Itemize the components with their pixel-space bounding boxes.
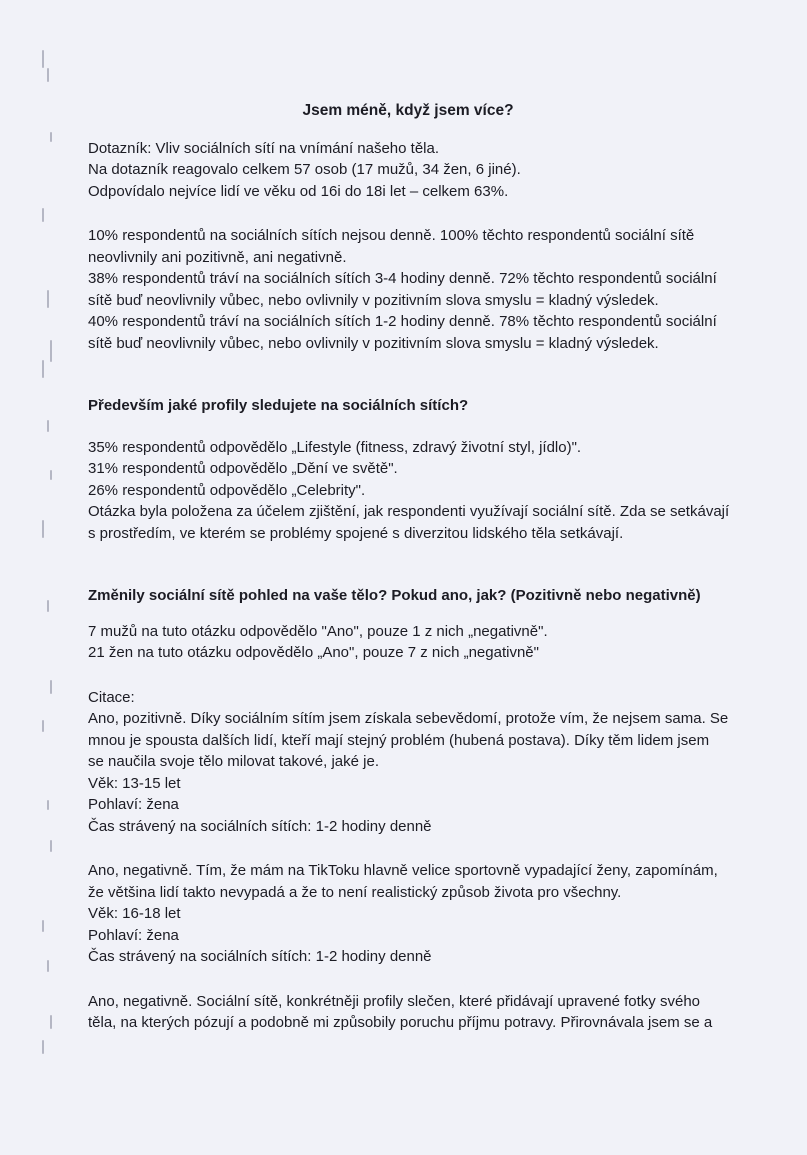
scan-mark [42, 208, 44, 222]
intro-line: Na dotazník reagovalo celkem 57 osob (17 mužů, 34 žen, 6 jiné). [88, 161, 521, 178]
stats-line: sítě buď neovlivnily vůbec, nebo ovlivnily v pozitivním slova smyslu = kladný výsledek. [88, 291, 659, 309]
scan-edge-marks [38, 40, 58, 1100]
answer-line: 21 žen na tuto otázku odpovědělo „Ano", pouze 7 z nich „negativně" [88, 644, 539, 661]
scan-mark [50, 340, 52, 362]
answers-1-paragraph [88, 437, 728, 545]
scan-mark [47, 600, 49, 612]
quote-gender: Pohlaví: žena [88, 796, 179, 813]
stats-paragraph [88, 225, 728, 354]
document-content [88, 100, 728, 1034]
intro-paragraph [88, 138, 728, 203]
citace-label: Citace: [88, 688, 135, 706]
quote-age: Věk: 13-15 let [88, 774, 181, 792]
quote-1 [88, 708, 728, 837]
scan-mark [50, 680, 52, 694]
scan-mark [47, 960, 49, 972]
quote-line: že většina lidí takto nevypadá a že to není realistický způsob života pro všechny. [88, 883, 622, 901]
stats-line: 10% respondentů na sociálních sítích nejsou denně. 100% těchto respondentů sociální sítě [88, 227, 695, 244]
answers-2-paragraph [88, 621, 728, 664]
answer-line: s prostředím, ve kterém se problémy spojené s diverzitou lidského těla setkávají. [88, 524, 624, 542]
scan-mark [47, 290, 49, 308]
question-1-heading: Především jaké profily sledujete na sociálních sítích? [88, 397, 469, 414]
quote-3 [88, 991, 728, 1034]
scan-mark [47, 800, 49, 810]
answer-line: 31% respondentů odpovědělo „Dění ve světě". [88, 460, 398, 477]
intro-line: Dotazník: Vliv sociálních sítí na vnímání našeho těla. [88, 139, 440, 157]
quote-line: těla, na kterých pózují a podobně mi způsobily poruchu příjmu potravy. Přirovnávala jsem se a [88, 1014, 713, 1031]
document-title: Jsem méně, když jsem více? [302, 102, 514, 119]
scan-mark [47, 68, 49, 82]
quote-line: Ano, pozitivně. Díky sociálním sítím jsem získala sebevědomí, protože vím, že nejsem sama. Se [88, 710, 729, 727]
scan-mark [42, 50, 44, 68]
scan-mark [42, 720, 44, 732]
quote-line: Ano, negativně. Tím, že mám na TikToku hlavně velice sportovně vypadající ženy, zapomínám, [88, 862, 718, 879]
answer-line: 7 mužů na tuto otázku odpovědělo "Ano", pouze 1 z nich „negativně". [88, 622, 548, 640]
stats-line: 40% respondentů tráví na sociálních sítích 1-2 hodiny denně. 78% těchto respondentů sociální [88, 313, 717, 330]
scan-mark [50, 132, 52, 142]
scan-mark [47, 420, 49, 432]
stats-line: 38% respondentů tráví na sociálních sítích 3-4 hodiny denně. 72% těchto respondentů sociální [88, 270, 717, 287]
scan-mark [50, 840, 52, 852]
answer-line: 26% respondentů odpovědělo „Celebrity". [88, 481, 366, 499]
scan-mark [50, 1015, 52, 1029]
quote-age: Věk: 16-18 let [88, 905, 181, 922]
quote-line: Ano, negativně. Sociální sítě, konkrétněji profily slečen, které přidávají upravené fotky svého [88, 992, 701, 1010]
answer-line: Otázka byla položena za účelem zjištění, jak respondenti využívají sociální sítě. Zda se setkávají [88, 503, 730, 520]
answer-line: 35% respondentů odpovědělo „Lifestyle (fitness, zdravý životní styl, jídlo)". [88, 438, 582, 456]
scan-mark [42, 520, 44, 538]
quote-time: Čas strávený na sociálních sítích: 1-2 hodiny denně [88, 817, 432, 835]
intro-line: Odpovídalo nejvíce lidí ve věku od 16i do 18i let – celkem 63%. [88, 182, 509, 200]
stats-line: neovlivnily ani pozitivně, ani negativně. [88, 248, 347, 266]
quote-gender: Pohlaví: žena [88, 926, 179, 944]
stats-line: sítě buď neovlivnily vůbec, nebo ovlivnily v pozitivním slova smyslu = kladný výsledek. [88, 334, 659, 352]
scan-mark [42, 360, 44, 378]
scan-mark [50, 470, 52, 480]
scan-mark [42, 920, 44, 932]
quote-2 [88, 860, 728, 968]
quote-time: Čas strávený na sociálních sítích: 1-2 hodiny denně [88, 948, 432, 965]
scan-mark [42, 1040, 44, 1054]
quote-line: se naučila svoje tělo milovat takové, jaké je. [88, 753, 379, 770]
question-2-heading: Změnily sociální sítě pohled na vaše tělo? Pokud ano, jak? (Pozitivně nebo negativně) [88, 587, 701, 604]
quote-line: mnou je spousta dalších lidí, kteří mají stejný problém (hubená postava). Díky těm lidem jsem [88, 731, 710, 749]
